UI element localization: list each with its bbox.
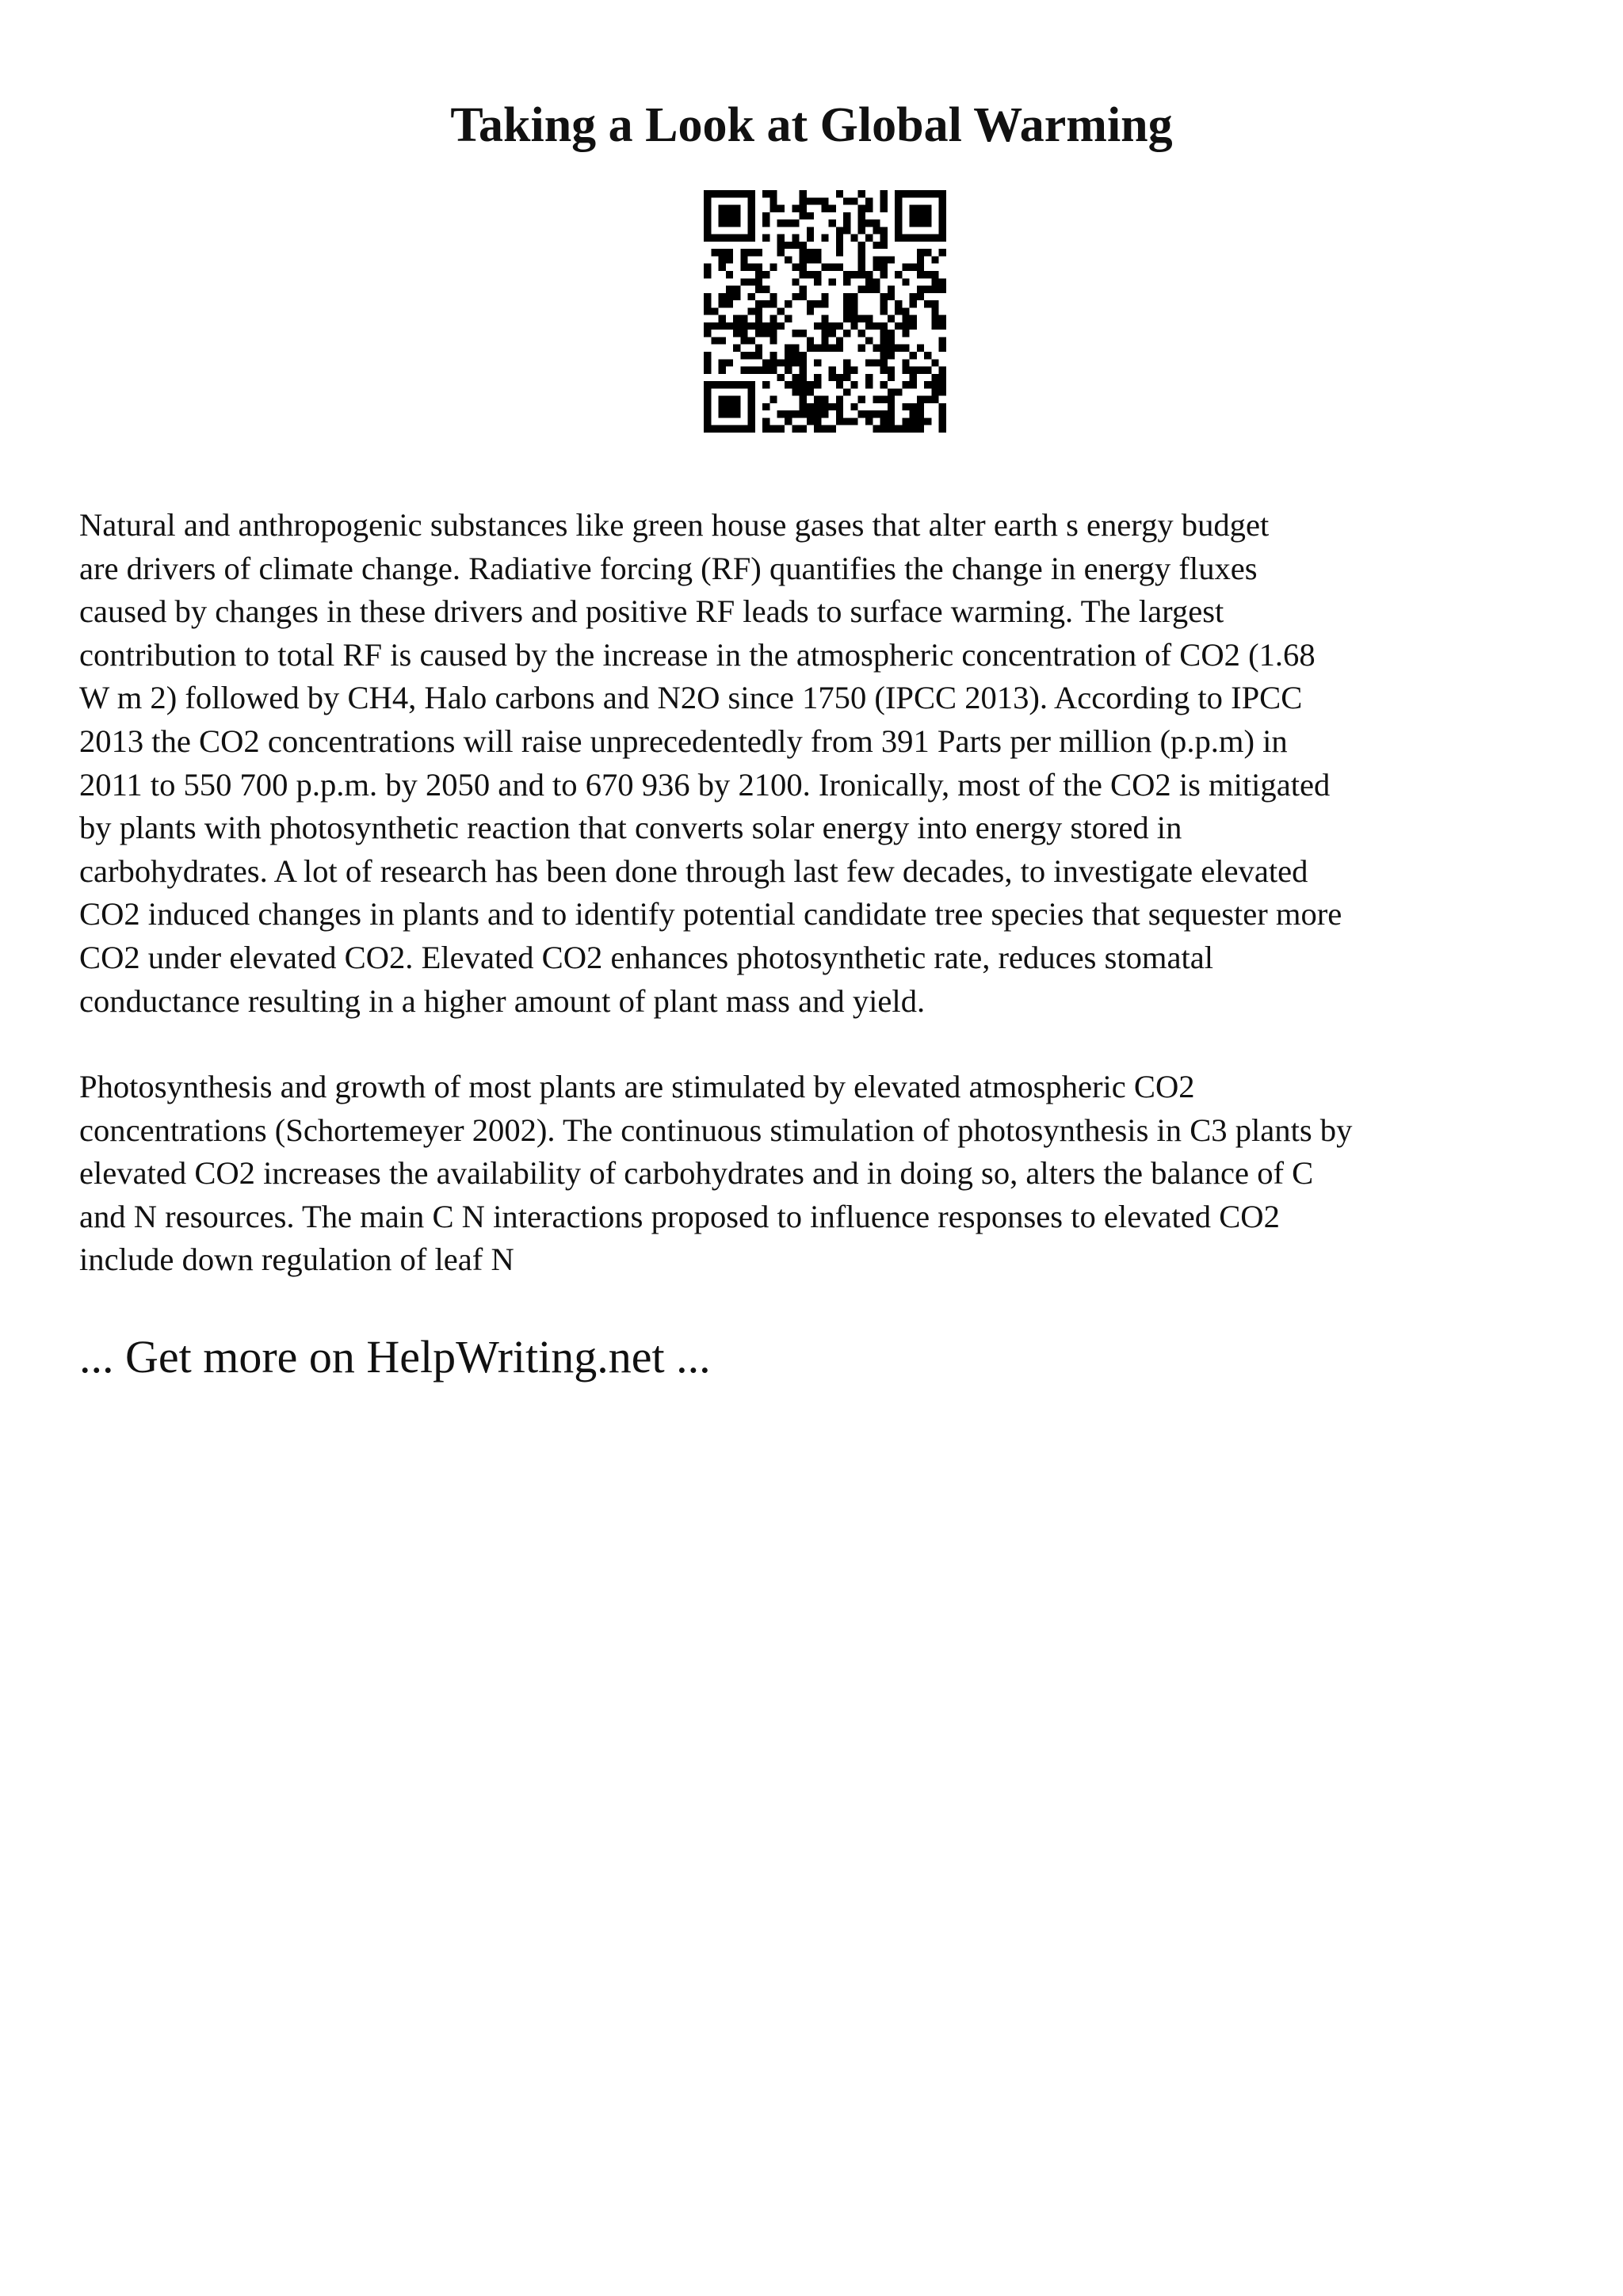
text-line: Photosynthesis and growth of most plants are stimulated by elevated atmospheric CO2 [79, 1069, 1195, 1104]
text-line: carbohydrates. A lot of research has been done through last few decades, to investigate elevated [79, 852, 1308, 889]
paragraph-1 [79, 504, 1569, 1023]
text-line: caused by changes in these drivers and positive RF leads to surface warming. The largest [79, 593, 1224, 630]
text-line: W m 2) followed by CH4, Halo carbons and N2O since 1750 (IPCC 2013). According to IPCC [79, 680, 1303, 716]
text-line: contribution to total RF is caused by the increase in the atmospheric concentration of CO2 (1.68 [79, 636, 1316, 673]
text-line: by plants with photosynthetic reaction that converts solar energy into energy stored in [79, 810, 1182, 846]
more-link[interactable]: ... Get more on HelpWriting.net ... [79, 1331, 711, 1383]
paragraph-2 [79, 1066, 1569, 1282]
text-line: 2011 to 550 700 p.p.m. by 2050 and to 670 936 by 2100. Ironically, most of the CO2 is mitigated [79, 766, 1331, 803]
text-line: 2013 the CO2 concentrations will raise unprecedentedly from 391 Parts per million (p.p.m) in [79, 723, 1288, 759]
text-line: Natural and anthropogenic substances like green house gases that alter earth s energy budget [79, 507, 1270, 543]
text-line: elevated CO2 increases the availability of carbohydrates and in doing so, alters the balance of C [79, 1155, 1314, 1192]
text-line: conductance resulting in a higher amount of plant mass and yield. [79, 982, 926, 1019]
qr-code-icon [704, 190, 946, 433]
text-line: concentrations (Schortemeyer 2002). The continuous stimulation of photosynthesis in C3 plants by [79, 1112, 1353, 1148]
text-line: are drivers of climate change. Radiative forcing (RF) quantifies the change in energy fluxes [79, 550, 1258, 586]
text-line: CO2 under elevated CO2. Elevated CO2 enhances photosynthetic rate, reduces stomatal [79, 939, 1214, 975]
qr-code-graphic [704, 190, 946, 433]
text-line: CO2 induced changes in plants and to identify potential candidate tree species that sequester more [79, 896, 1342, 933]
page-title: Taking a Look at Global Warming [450, 98, 1173, 152]
text-line: and N resources. The main C N interactions proposed to influence responses to elevated CO2 [79, 1198, 1280, 1234]
text-line: include down regulation of leaf N [79, 1241, 514, 1278]
